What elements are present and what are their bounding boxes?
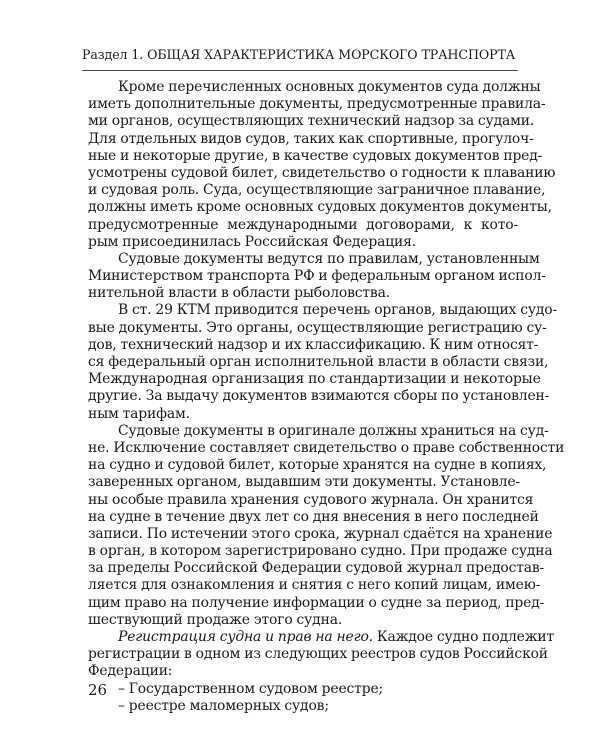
text-line: Международная организация по стандартизации и некоторые <box>88 371 541 388</box>
text-line: другие. За выдачу документов взимаются сборы по установлен- <box>88 388 550 405</box>
list-item: – реестре маломерных судов; <box>118 697 329 714</box>
text-line: ми органов, осуществляющих технический надзор за судами. <box>88 113 535 130</box>
text-line: на судне в течение двух лет со дня внесения в него последней <box>88 508 539 525</box>
text-line: Федерации: <box>88 663 173 680</box>
text-line: заверенных органом, выдавшим эти документы. Установле- <box>88 474 520 491</box>
header-rule <box>82 70 518 71</box>
text-line <box>88 629 555 646</box>
text-line: за пределы Российской Федерации судовой журнал предостав- <box>88 560 545 577</box>
page-number: 26 <box>88 681 108 699</box>
text-line: на судно и судовой билет, которые хранятся на судне в копиях, <box>88 457 547 474</box>
list-item: – Государственном судовом реестре; <box>118 680 384 697</box>
running-header <box>82 47 518 63</box>
paragraph-1 <box>88 79 556 251</box>
text-line: записи. По истечении этого срока, журнал сдаётся на хранение <box>88 525 553 542</box>
text-line: в орган, в котором зарегистрировано судно. При продаже судна <box>88 543 553 560</box>
text-line: В ст. 29 КТМ приводится перечень органов, выдающих судо- <box>118 302 558 319</box>
text-line: Для отдельных видов судов, таких как спортивные, прогулоч- <box>88 130 534 147</box>
italic-lead: Регистрация судна и прав на него. <box>118 629 373 645</box>
text-line: Судовые документы в оригинале должны храниться на суд- <box>118 422 549 439</box>
text-line: нительной власти в области рыболовства. <box>88 285 390 302</box>
text-line: ным тарифам. <box>88 405 190 422</box>
registry-list <box>88 681 518 715</box>
paragraph-2 <box>88 250 546 303</box>
text-line: дов, технический надзор и их классификацию. К ним относят- <box>88 336 539 353</box>
text-fragment: Каждое судно подлежит <box>372 629 555 645</box>
text-line: Министерством транспорта РФ и федеральным органом испол- <box>88 268 546 285</box>
text-line: регистрации в одном из следующих реестров судов Российской <box>88 646 548 663</box>
paragraph-5 <box>88 629 555 681</box>
text-line: ные и некоторые другие, в качестве судовых документов пред- <box>88 147 543 164</box>
text-line: рым присоединилась Российская Федерация. <box>88 233 417 250</box>
header-section: Раздел 1. <box>82 47 144 62</box>
body-text <box>88 79 565 715</box>
text-line: щим право на получение информации о судне за период, пред- <box>88 594 545 611</box>
text-line: Кроме перечисленных основных документов суда должны <box>118 79 541 95</box>
text-line: ляется для ознакомления и снятия с него копий лицам, имею- <box>88 577 541 594</box>
header-title: ОБЩАЯ ХАРАКТЕРИСТИКА МОРСКОГО ТРАНСПОРТА <box>147 47 516 62</box>
text-line: ны особые правила хранения судового журнала. Он хранится <box>88 491 534 508</box>
text-line: усмотрены судовой билет, свидетельство о годности к плаванию <box>88 164 556 181</box>
text-line: шествующий продаже этого судна. <box>88 611 343 628</box>
text-line: не. Исключение составляет свидетельство о праве собственности <box>88 439 565 456</box>
text-line: и судовая роль. Суда, осуществляющие заграничное плавание, <box>88 182 546 199</box>
paragraph-4 <box>88 422 565 629</box>
text-line: Судовые документы ведутся по правилам, установленным <box>118 250 540 267</box>
text-line: вые документы. Это органы, осуществляющие регистрацию су- <box>88 319 547 336</box>
paragraph-3 <box>88 302 558 422</box>
text-line: иметь дополнительные документы, предусмотренные правила- <box>88 96 546 113</box>
text-line: ся федеральный орган исполнительной власти в области связи, <box>88 354 549 370</box>
text-line: предусмотренные международными договорами, к кото- <box>88 216 518 233</box>
text-line: должны иметь кроме основных судовых документов документы, <box>88 199 552 216</box>
